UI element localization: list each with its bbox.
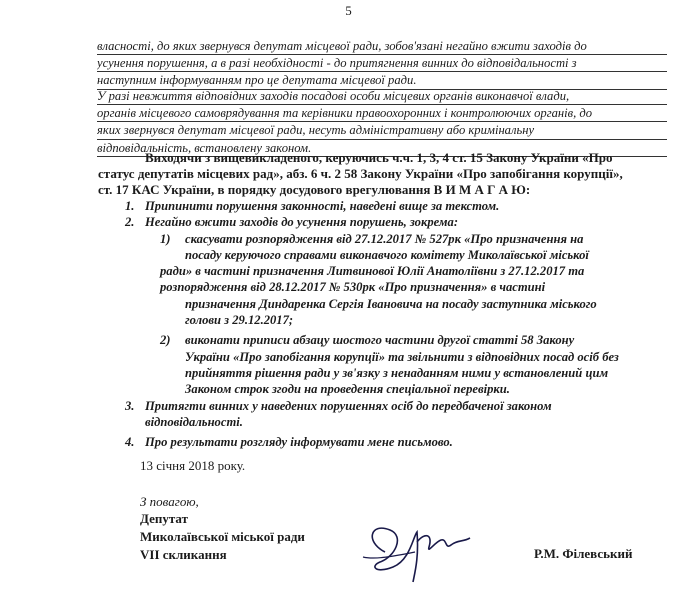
law-quote-part-b xyxy=(97,88,667,157)
item-number: 2. xyxy=(125,215,135,230)
demand-line: статус депутатів місцевих рад», абз. 6 ч. 2 58 Закону України «Про запобігання корупції», xyxy=(98,166,623,182)
sub-item xyxy=(160,332,670,397)
signer-name: Р.М. Філевський xyxy=(534,546,633,561)
letter-date: 13 січня 2018 року. xyxy=(140,458,246,473)
sub-item-text xyxy=(160,231,670,329)
item-text: Припинити порушення законності, наведені вище за текстом. xyxy=(145,199,500,213)
quote-line: усунення порушення, а в разі необхідності - до притягнення винних до відповідальності з xyxy=(97,55,667,72)
sub-item-line: прийняття рішення ради у зв'язку з ненаданням ними у встановлений цим xyxy=(185,365,609,380)
sub-item-line: голови з 29.12.2017; xyxy=(185,313,294,328)
sub-item-line: ради» в частині призначення Литвинової Юлії Анатоліївни з 27.12.2017 та xyxy=(160,264,585,279)
signer-council: Миколаївської міської ради xyxy=(140,529,305,544)
list-item xyxy=(125,398,670,431)
quote-line: У разі невжиття відповідних заходів посадові особи місцевих органів виконавчої влади, xyxy=(97,88,667,105)
quote-line: органів місцевого самоврядування та керівники правоохоронних і контролюючих органів, до xyxy=(97,105,667,122)
item-line: відповідальності. xyxy=(145,414,243,429)
quote-line: наступним інформуванням про це депутата місцевої ради. xyxy=(97,72,667,89)
sub-item xyxy=(160,231,670,329)
signer-convocation: VII скликання xyxy=(140,547,227,562)
item-text xyxy=(145,398,670,431)
demand-line: Виходячи з вищевикладеного, керуючись ч.ч. 1, 3, 4 ст. 15 Закону України «Про xyxy=(145,150,613,165)
sub-item-line: Законом строк згоди на проведення спеціальної перевірки. xyxy=(185,382,510,397)
sub-item-line: призначення Диндаренка Сергія Івановича на посаду заступника міського xyxy=(185,296,597,311)
quote-line: власності, до яких звернувся депутат місцевої ради, зобов'язані негайно вжити заходів до xyxy=(97,38,667,55)
demand-line: ст. 17 КАС України, в порядку досудового врегулювання В И М А Г А Ю: xyxy=(98,182,531,198)
closing-regards: З повагою, xyxy=(140,494,199,509)
demands-list xyxy=(125,198,670,450)
item-text: Негайно вжити заходів до усунення порушень, зокрема: xyxy=(145,215,459,230)
sub-item-text xyxy=(185,332,670,397)
demand-paragraph xyxy=(98,150,667,199)
signer-title: Депутат xyxy=(140,511,188,526)
sub-item-line: України «Про запобігання корупції» та звільнити з відповідних посад осіб без xyxy=(185,349,619,364)
sub-item-number: 2) xyxy=(160,333,171,348)
item-line: Притягти винних у наведених порушеннях осіб до передбаченої законом xyxy=(145,398,552,413)
sub-item-number: 1) xyxy=(160,231,171,246)
page-number: 5 xyxy=(345,3,352,18)
list-item xyxy=(125,198,670,214)
sub-item-line: розпорядження від 28.12.2017 № 530рк «Про призначення» в частині xyxy=(160,280,546,295)
item-number: 1. xyxy=(125,199,135,213)
law-quote-part-a xyxy=(97,38,667,90)
item-text: Про результати розгляду інформувати мене письмово. xyxy=(145,435,453,450)
quote-line: яких звернувся депутат місцевої ради, несуть адміністративну або кримінальну xyxy=(97,122,667,139)
list-item xyxy=(125,214,670,230)
signature-block xyxy=(140,510,305,564)
handwritten-signature xyxy=(355,512,475,587)
sub-item-line: скасувати розпорядження від 27.12.2017 № 527рк «Про призначення на xyxy=(185,231,584,246)
sub-item-line: посаду керуючого справами виконавчого комітету Миколаївської міської xyxy=(185,247,589,262)
quote-line: відповідальність, встановлену законом. xyxy=(97,140,667,157)
item-number: 4. xyxy=(125,435,135,450)
sub-item-line: виконати приписи абзацу шостого частини другої статті 58 Закону xyxy=(185,333,575,348)
item-number: 3. xyxy=(125,398,135,413)
list-item xyxy=(125,434,670,450)
